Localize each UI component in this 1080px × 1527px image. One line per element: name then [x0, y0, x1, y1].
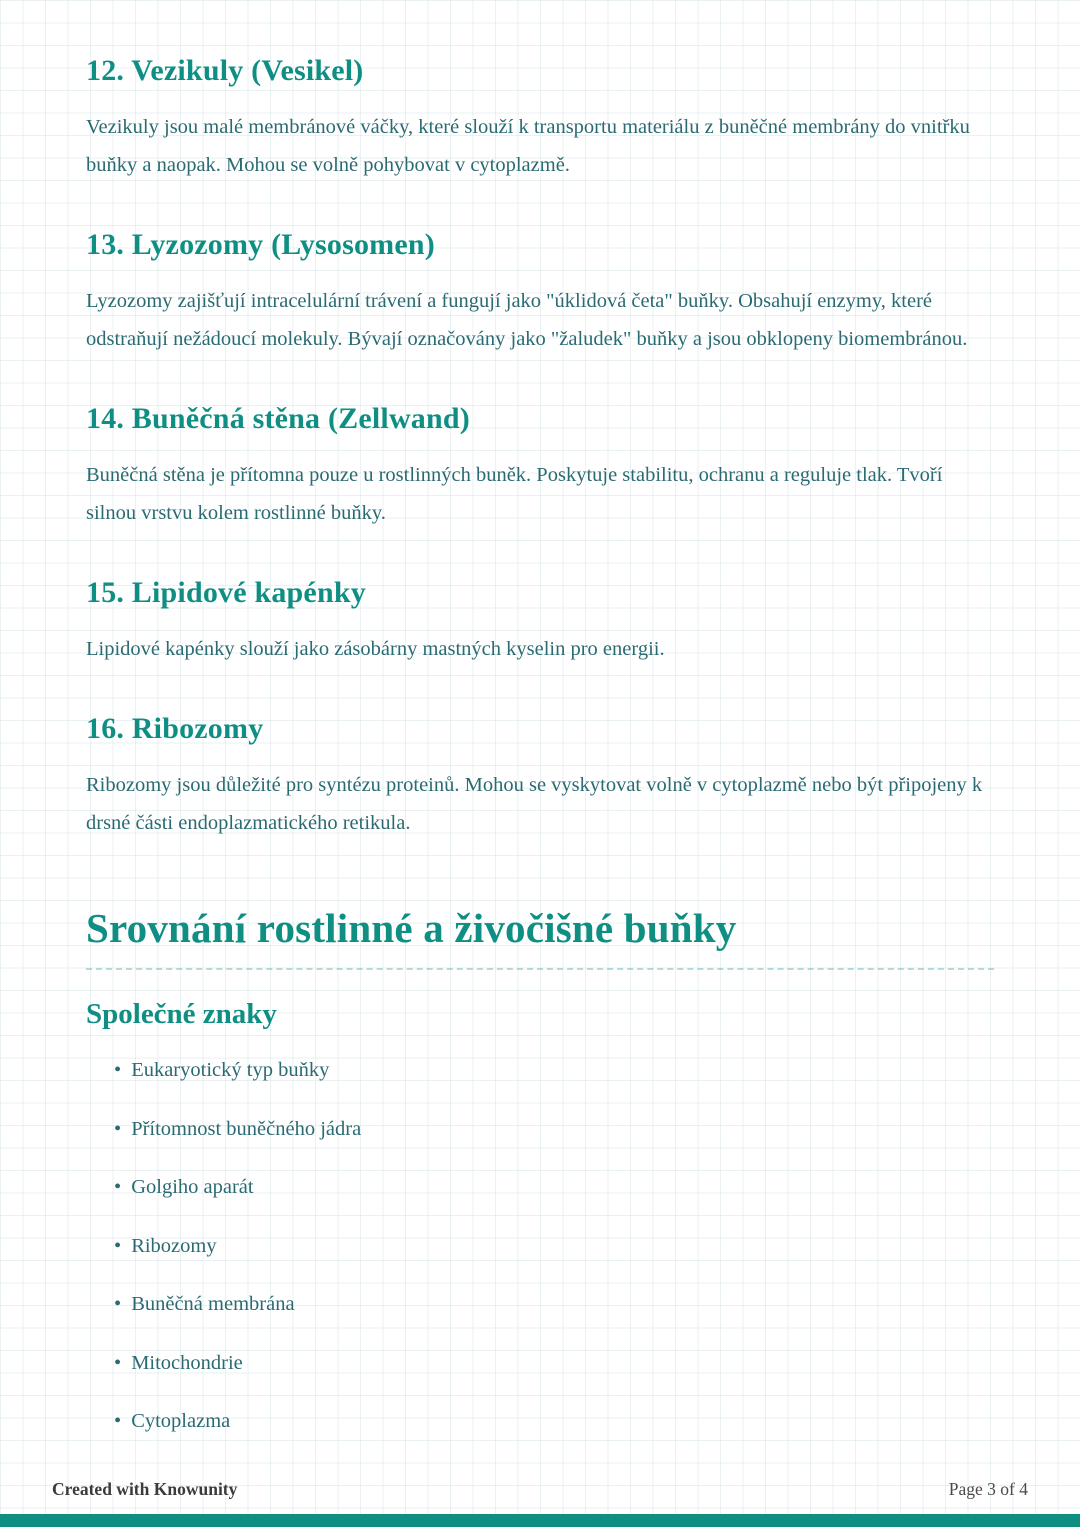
list-item-text: Buněčná membrána [131, 1293, 295, 1316]
bullet-marker: • [114, 1059, 122, 1081]
section-heading: 14. Buněčná stěna (Zellwand) [86, 402, 470, 435]
subsection-heading: Společné znaky [86, 998, 277, 1030]
bullet-list [86, 1059, 994, 1433]
list-item [114, 1176, 994, 1199]
section-paragraph: Lyzozomy zajišťují intracelulární trávení a fungují jako "úklidová četa" buňky. Obsahují enzymy, které odstraňují nežádoucí molekuly. Bývají označovány jako "žaludek" buňky a jsou obklopeny biomembránou. [86, 290, 968, 350]
bullet-marker: • [114, 1234, 122, 1257]
list-item [114, 1410, 994, 1433]
bullet-marker: • [114, 1117, 122, 1140]
section-lipidove-kapenky [86, 576, 994, 668]
page-number: Page 3 of 4 [948, 1479, 1028, 1499]
section-bunecna-stena [86, 402, 994, 532]
list-item-text: Mitochondrie [131, 1351, 243, 1374]
list-item [114, 1059, 994, 1082]
list-item-text: Cytoplazma [131, 1410, 231, 1433]
bullet-marker: • [114, 1410, 122, 1433]
list-item [114, 1118, 994, 1141]
list-item [114, 1293, 994, 1316]
list-item-text: Eukaryotický typ buňky [131, 1059, 330, 1081]
list-item-text: Ribozomy [131, 1234, 217, 1257]
footer-brand: Created with Knowunity [52, 1479, 238, 1499]
section-paragraph: Buněčná stěna je přítomna pouze u rostlinných buněk. Poskytuje stabilitu, ochranu a reguluje tlak. Tvoří silnou vrstvu kolem rostlinné buňky. [86, 464, 943, 524]
section-paragraph: Vezikuly jsou malé membránové váčky, které slouží k transportu materiálu z buněčné membrány do vnitřku buňky a naopak. Mohou se volně pohybovat v cytoplazmě. [86, 116, 970, 176]
dashed-divider [86, 968, 994, 970]
section-ribozomy [86, 712, 994, 842]
section-heading: 12. Vezikuly (Vesikel) [86, 54, 364, 87]
section-paragraph: Ribozomy jsou důležité pro syntézu proteinů. Mohou se vyskytovat volně v cytoplazmě nebo být připojeny k drsné části endoplazmatického retikula. [86, 774, 983, 834]
list-item-text: Přítomnost buněčného jádra [131, 1117, 362, 1140]
list-item [114, 1352, 994, 1375]
bottom-accent-bar [0, 1514, 1080, 1527]
section-vezikuly [86, 54, 994, 184]
list-item-text: Golgiho aparát [131, 1176, 254, 1199]
main-heading: Srovnání rostlinné a živočišné buňky [86, 905, 737, 951]
bullet-marker: • [114, 1176, 122, 1199]
section-heading: 16. Ribozomy [86, 712, 264, 745]
section-paragraph: Lipidové kapénky slouží jako zásobárny mastných kyselin pro energii. [86, 638, 665, 660]
bullet-marker: • [114, 1351, 122, 1374]
section-lyzozomy [86, 228, 994, 358]
list-item [114, 1235, 994, 1258]
section-heading: 15. Lipidové kapénky [86, 576, 366, 609]
bullet-marker: • [114, 1293, 122, 1316]
section-heading: 13. Lyzozomy (Lysosomen) [86, 228, 435, 261]
page-footer [0, 1479, 1080, 1514]
